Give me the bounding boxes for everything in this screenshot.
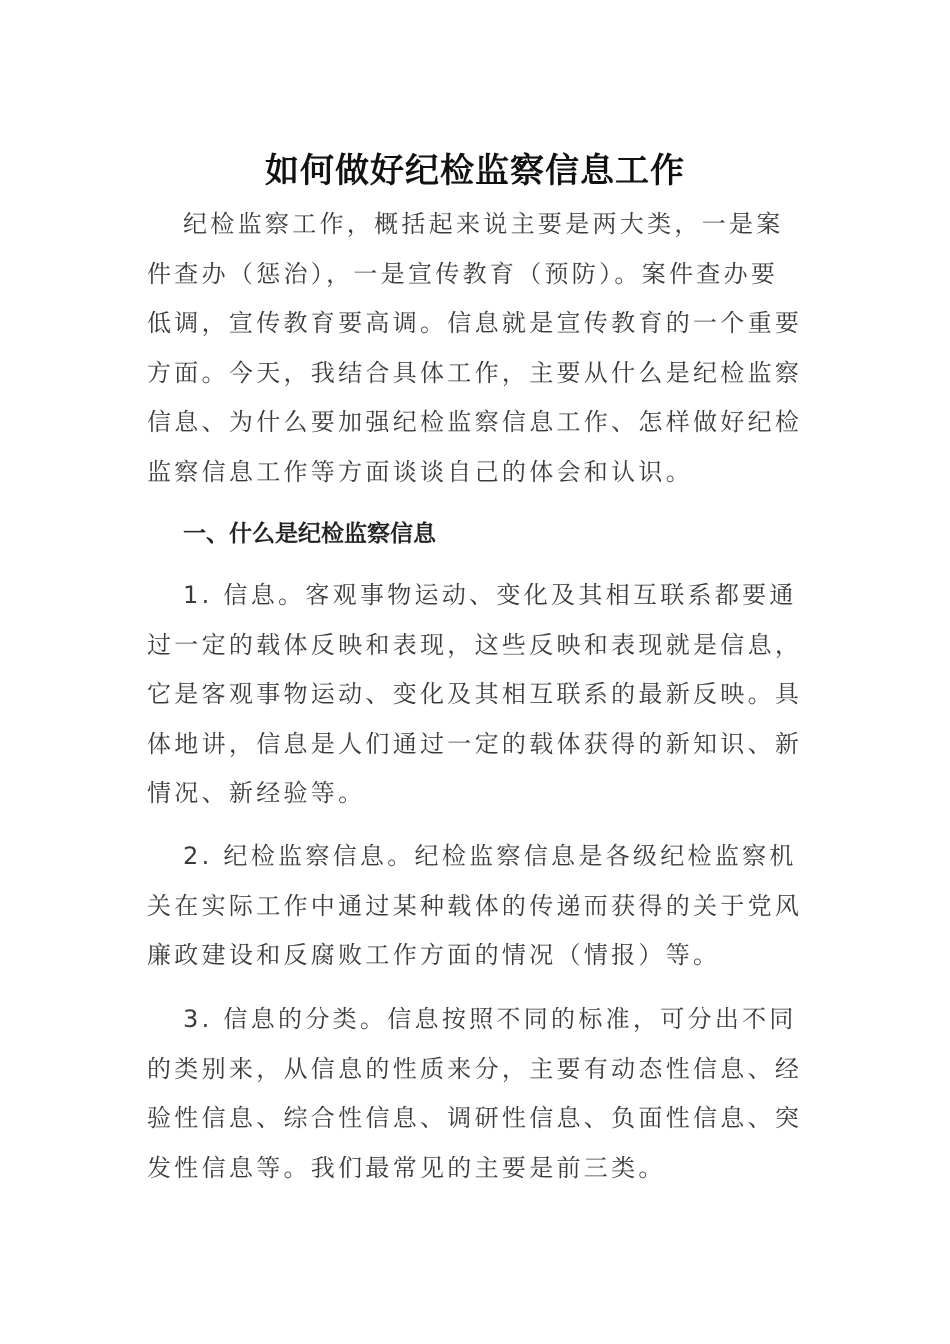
section-heading: 一、什么是纪检监察信息 xyxy=(183,521,436,547)
paragraph-item-1: 1. 信息。客观事物运动、变化及其相互联系都要通过一定的载体反映和表现，这些反映和表现就是信息，它是客观事物运动、变化及其相互联系的最新反映。具体地讲，信息是人们通过一定的载体获得的新知识、新情况、新经验等。 xyxy=(147,581,803,807)
paragraph-item-2: 2. 纪检监察信息。纪检监察信息是各级纪检监察机关在实际工作中通过某种载体的传递而获得的关于党风廉政建设和反腐败工作方面的情况（情报）等。 xyxy=(147,842,803,969)
paragraph-item-3: 3. 信息的分类。信息按照不同的标准，可分出不同的类别来，从信息的性质来分，主要有动态性信息、经验性信息、综合性信息、调研性信息、负面性信息、突发性信息等。我们最常见的主要是前三类。 xyxy=(147,1005,803,1182)
intro-paragraph: 纪检监察工作，概括起来说主要是两大类，一是案件查办（惩治），一是宣传教育（预防）。案件查办要低调，宣传教育要高调。信息就是宣传教育的一个重要方面。今天，我结合具体工作，主要从什么是纪检监察信息、为什么要加强纪检监察信息工作、怎样做好纪检监察信息工作等方面谈谈自己的体会和认识。 xyxy=(147,210,803,486)
document-title: 如何做好纪检监察信息工作 xyxy=(265,150,685,191)
